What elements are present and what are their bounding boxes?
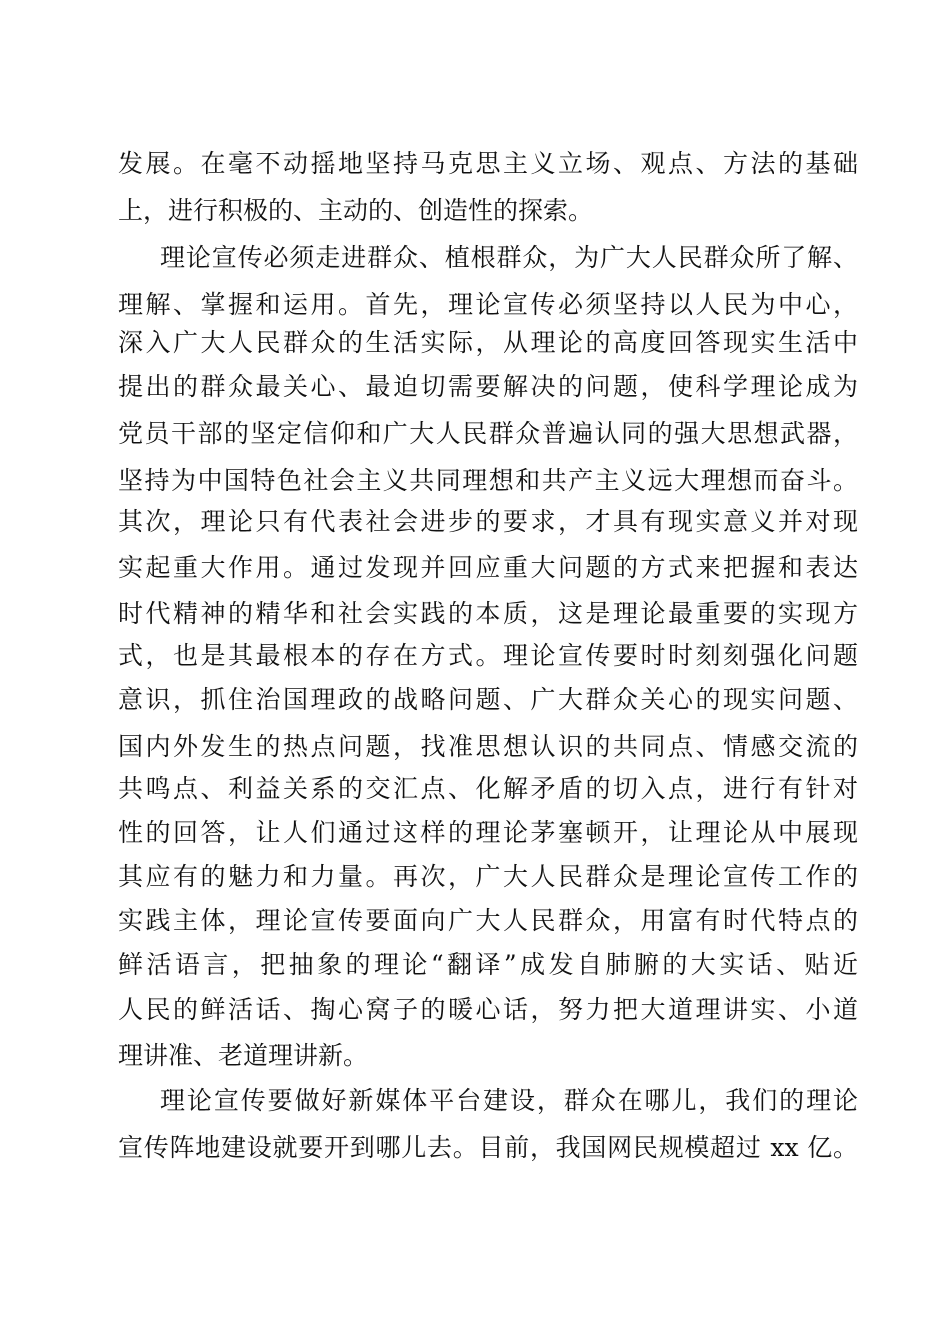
- text-line: 性的回答，让人们通过这样的理论茅塞顿开，让理论从中展现: [118, 818, 858, 847]
- text-line: 发展。在毫不动摇地坚持马克思主义立场、观点、方法的基础: [118, 149, 858, 178]
- text-line: 坚持为中国特色社会主义共同理想和共产主义远大理想而奋斗。: [118, 466, 858, 495]
- paragraph-first-line: 理论宣传要做好新媒体平台建设，群众在哪儿，我们的理论: [160, 1086, 858, 1115]
- text-line: 人民的鲜活话、掏心窝子的暖心话，努力把大道理讲实、小道: [118, 995, 858, 1024]
- text-line: 其应有的魅力和力量。再次，广大人民群众是理论宣传工作的: [118, 862, 858, 891]
- text-line: 上，进行积极的、主动的、创造性的探索。: [118, 196, 594, 225]
- paragraph-first-line: 理论宣传必须走进群众、植根群众，为广大人民群众所了解、: [160, 243, 858, 272]
- text-line: 实起重大作用。通过发现并回应重大问题的方式来把握和表达: [118, 553, 858, 582]
- text-line: 其次，理论只有代表社会进步的要求，才具有现实意义并对现: [118, 507, 858, 536]
- text-line: 鲜活语言，把抽象的理论“翻译”成发自肺腑的大实话、贴近: [118, 950, 858, 979]
- text-line: 国内外发生的热点问题，找准思想认识的共同点、情感交流的: [118, 732, 858, 761]
- text-line: 理讲准、老道理讲新。: [118, 1041, 369, 1070]
- text-line: 时代精神的精华和社会实践的本质，这是理论最重要的实现方: [118, 599, 858, 628]
- text-line: 实践主体，理论宣传要面向广大人民群众，用富有时代特点的: [118, 906, 858, 935]
- text-line: 深入广大人民群众的生活实际，从理论的高度回答现实生活中: [118, 328, 858, 357]
- text-line: 宣传阵地建设就要开到哪儿去。目前，我国网民规模超过 xx 亿。: [118, 1133, 858, 1162]
- text-line: 理解、掌握和运用。首先，理论宣传必须坚持以人民为中心，: [118, 290, 858, 319]
- text-line: 提出的群众最关心、最迫切需要解决的问题，使科学理论成为: [118, 372, 858, 401]
- text-line: 党员干部的坚定信仰和广大人民群众普遍认同的强大思想武器，: [118, 419, 858, 448]
- text-line: 意识，抓住治国理政的战略问题、广大群众关心的现实问题、: [118, 685, 858, 714]
- text-line: 共鸣点、利益关系的交汇点、化解矛盾的切入点，进行有针对: [118, 774, 858, 803]
- text-line: 式，也是其最根本的存在方式。理论宣传要时时刻刻强化问题: [118, 641, 858, 670]
